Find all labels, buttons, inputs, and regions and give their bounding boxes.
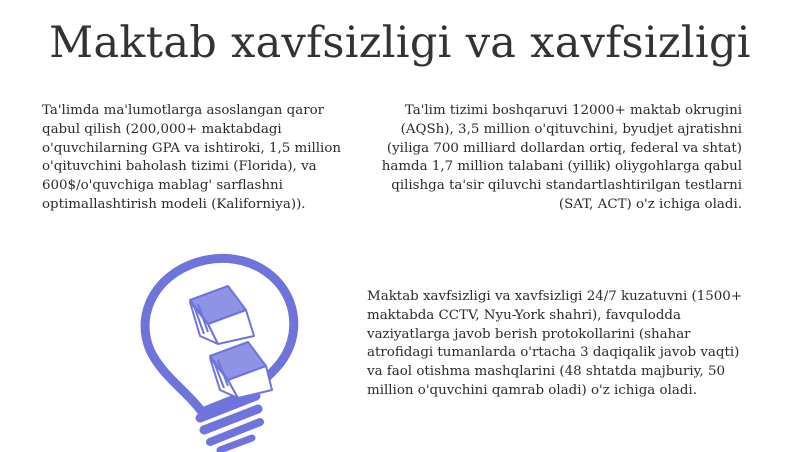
paragraph-education-governance: Ta'lim tizimi boshqaruvi 12000+ maktab okrugini (AQSh), 3,5 million o'qituvchini, byudjet ajratishni (yiliga 700 milliard dollardan ortiq, federal va shtat) hamda 1,7 million talabani (yillik) oliygohlarga qabul qilishga ta'sir qiluvchi standartlashtirilgan testlarni (SAT, ACT) o'z ichiga oladi. bbox=[381, 103, 742, 212]
paragraph-school-safety: Maktab xavfsizligi va xavfsizligi 24/7 kuzatuvni (1500+ maktabda CCTV, Nyu-York shahri), favqulodda vaziyatlarga javob berish protokollarini (shahar atrofidagi tumanlarda o'rtacha 3 daqiqalik javob vaqti) va faol otishma mashqlarini (48 shtatda majburiy, 50 million o'quvchini qamrab oladi) o'z ichiga oladi. bbox=[367, 289, 743, 398]
paragraph-data-driven-decisions: Ta'limda ma'lumotlarga asoslangan qaror qabul qilish (200,000+ maktabdagi o'quvchilarning GPA va ishtiroki, 1,5 million o'qituvchini baholash tizimi (Florida), va 600$/o'quvchiga mablag' sarflashni optimallashtirish modeli (Kaliforniya)). bbox=[42, 103, 342, 212]
lightbulb-with-book-icon bbox=[128, 252, 308, 452]
page-title: Maktab xavfsizligi va xavfsizligi bbox=[49, 18, 751, 68]
